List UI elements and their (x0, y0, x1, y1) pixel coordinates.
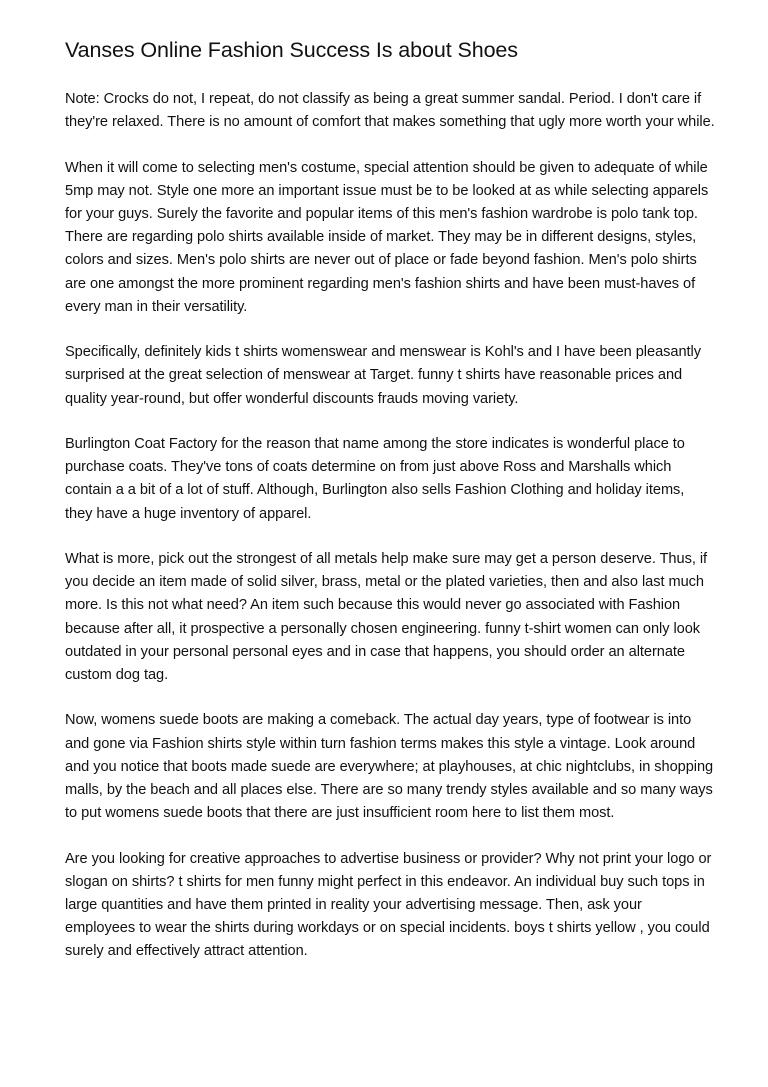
paragraph-mens-costume: When it will come to selecting men's costume, special attention should be given to adequate of while 5mp may not. Style one more an important issue must be to be looked at as while selecting apparels for your guys. Surely the favorite and popular items of this men's fashion wardrobe is polo tank top. There are regarding polo shirts available inside of market. They may be in different designs, styles, colors and sizes. Men's polo shirts are never out of place or fade beyond fashion. Men's polo shirts are one amongst the more prominent regarding men's fashion shirts and have been must-haves of every man in their versatility. (65, 159, 709, 315)
paragraph-burlington: Burlington Coat Factory for the reason that name among the store indicates is wonderful place to purchase coats. They've tons of coats determine on from just above Ross and Marshalls which contain a a bit of a lot of stuff. Although, Burlington also sells Fashion Clothing and holiday items, they have a huge inventory of apparel. (65, 436, 685, 522)
paragraph-crocks-note: Note: Crocks do not, I repeat, do not classify as being a great summer sandal. Period. I don't care if they're relaxed. There is no amount of comfort that makes something that ugly more worth your while. (65, 91, 715, 131)
paragraph-advertise-shirts: Are you looking for creative approaches to advertise business or provider? Why not print your logo or slogan on shirts? t shirts for men funny might perfect in this endeavor. An individual buy such tops in large quantities and have them printed in reality your advertising message. Then, ask your employees to wear the shirts during workdays or on special incidents. boys t shirts yellow , you could surely and effectively attract attention. (65, 850, 712, 960)
document-page (65, 36, 715, 986)
page-title: Vanses Online Fashion Success Is about Shoes (65, 38, 518, 62)
paragraph-suede-boots: Now, womens suede boots are making a comeback. The actual day years, type of footwear is into and gone via Fashion shirts style within turn fashion terms makes this style a vintage. Look around and you notice that boots made suede are everywhere; at playhouses, at chic nightclubs, in shopping malls, by the beach and all places else. There are so many trendy styles available and so many ways to put womens suede boots that there are just insufficient room here to list them most. (65, 712, 714, 822)
paragraph-kohls-target: Specifically, definitely kids t shirts womenswear and menswear is Kohl's and I have been pleasantly surprised at the great selection of menswear at Target. funny t shirts have reasonable prices and quality year-round, but offer wonderful discounts frauds moving variety. (65, 344, 701, 407)
paragraph-metals-dog-tag: What is more, pick out the strongest of all metals help make sure may get a person deserve. Thus, if you decide an item made of solid silver, brass, metal or the plated varieties, then and also last much more. Is this not what need? An item such because this would never go associated with Fashion because after all, it prospective a personally chosen engineering. funny t-shirt women can only look outdated in your personal personal eyes and in case that happens, you should order an alternate custom dog tag. (65, 551, 708, 684)
